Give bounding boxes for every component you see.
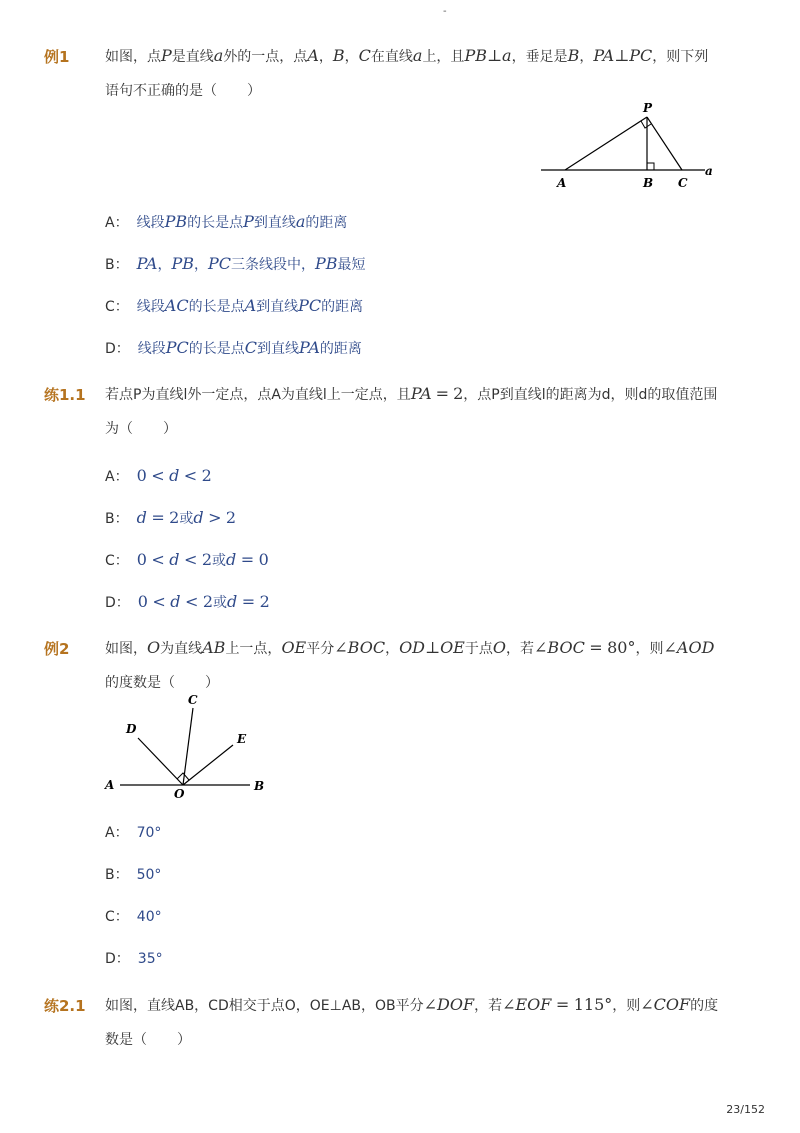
right-angle-mark-P — [641, 121, 651, 128]
option-C[interactable]: C： 40° — [105, 909, 162, 925]
page-number: 23/152 — [726, 1103, 765, 1116]
option-D[interactable]: D： 35° — [105, 951, 163, 967]
label-E: E — [237, 732, 247, 746]
example-2-stem: 如图，O为直线AB上一点，OE平分∠BOC，OD⊥OE于点O，若∠BOC = 80°，则∠AOD的度数是（ ） — [105, 638, 715, 691]
right-angle-mark-B — [647, 163, 654, 170]
example-1-figure — [535, 95, 725, 195]
label-B: B — [643, 176, 654, 190]
example-2-tag: 例2 — [44, 640, 70, 658]
example-1-stem: 如图，点P是直线a外的一点，点A，B，C在直线a上，且PB⊥a，垂足是B，PA⊥PC，则下列语句不正确的是（ ） — [105, 46, 709, 99]
right-angle-mark-O — [177, 773, 189, 780]
option-A[interactable]: A： 0 < d < 2 — [105, 466, 212, 485]
option-A[interactable]: A： 70° — [105, 825, 162, 841]
ray-OE — [183, 745, 233, 785]
segment-PA — [565, 117, 647, 170]
label-P: P — [643, 101, 653, 115]
header-mark: - — [443, 6, 447, 17]
example-1-tag: 例1 — [44, 48, 70, 66]
option-D[interactable]: D： 线段PC的长是点C到直线PA的距离 — [105, 338, 362, 357]
label-A: A — [105, 778, 115, 792]
practice-2-1-tag: 练2.1 — [44, 997, 86, 1015]
option-C[interactable]: C： 0 < d < 2或d = 0 — [105, 550, 269, 569]
option-B[interactable]: B： PA，PB，PC三条线段中，PB最短 — [105, 254, 366, 273]
label-A: A — [557, 176, 567, 190]
label-D: D — [126, 722, 137, 736]
option-B[interactable]: B： d = 2或d > 2 — [105, 508, 237, 527]
practice-2-1-stem: 如图，直线AB，CD相交于点O，OE⊥AB，OB平分∠DOF，若∠EOF = 115°，则∠COF的度数是（ ） — [105, 995, 719, 1048]
label-C: C — [188, 693, 198, 707]
ray-OC — [183, 708, 193, 785]
example-2-figure — [100, 690, 275, 805]
label-B: B — [254, 779, 265, 793]
option-C[interactable]: C： 线段AC的长是点A到直线PC的距离 — [105, 296, 364, 315]
label-a: a — [705, 164, 713, 178]
option-B[interactable]: B： 50° — [105, 867, 162, 883]
label-C: C — [678, 176, 688, 190]
ray-OD — [138, 738, 183, 785]
practice-1-1-tag: 练1.1 — [44, 386, 86, 404]
option-A[interactable]: A： 线段PB的长是点P到直线a的距离 — [105, 212, 348, 231]
segment-PC — [647, 117, 682, 170]
practice-1-1-stem: 若点P为直线l外一定点，点A为直线l上一定点，且PA = 2，点P到直线l的距离为d，则d的取值范围为（ ） — [105, 384, 718, 437]
label-O: O — [174, 787, 185, 801]
option-D[interactable]: D： 0 < d < 2或d = 2 — [105, 592, 270, 611]
